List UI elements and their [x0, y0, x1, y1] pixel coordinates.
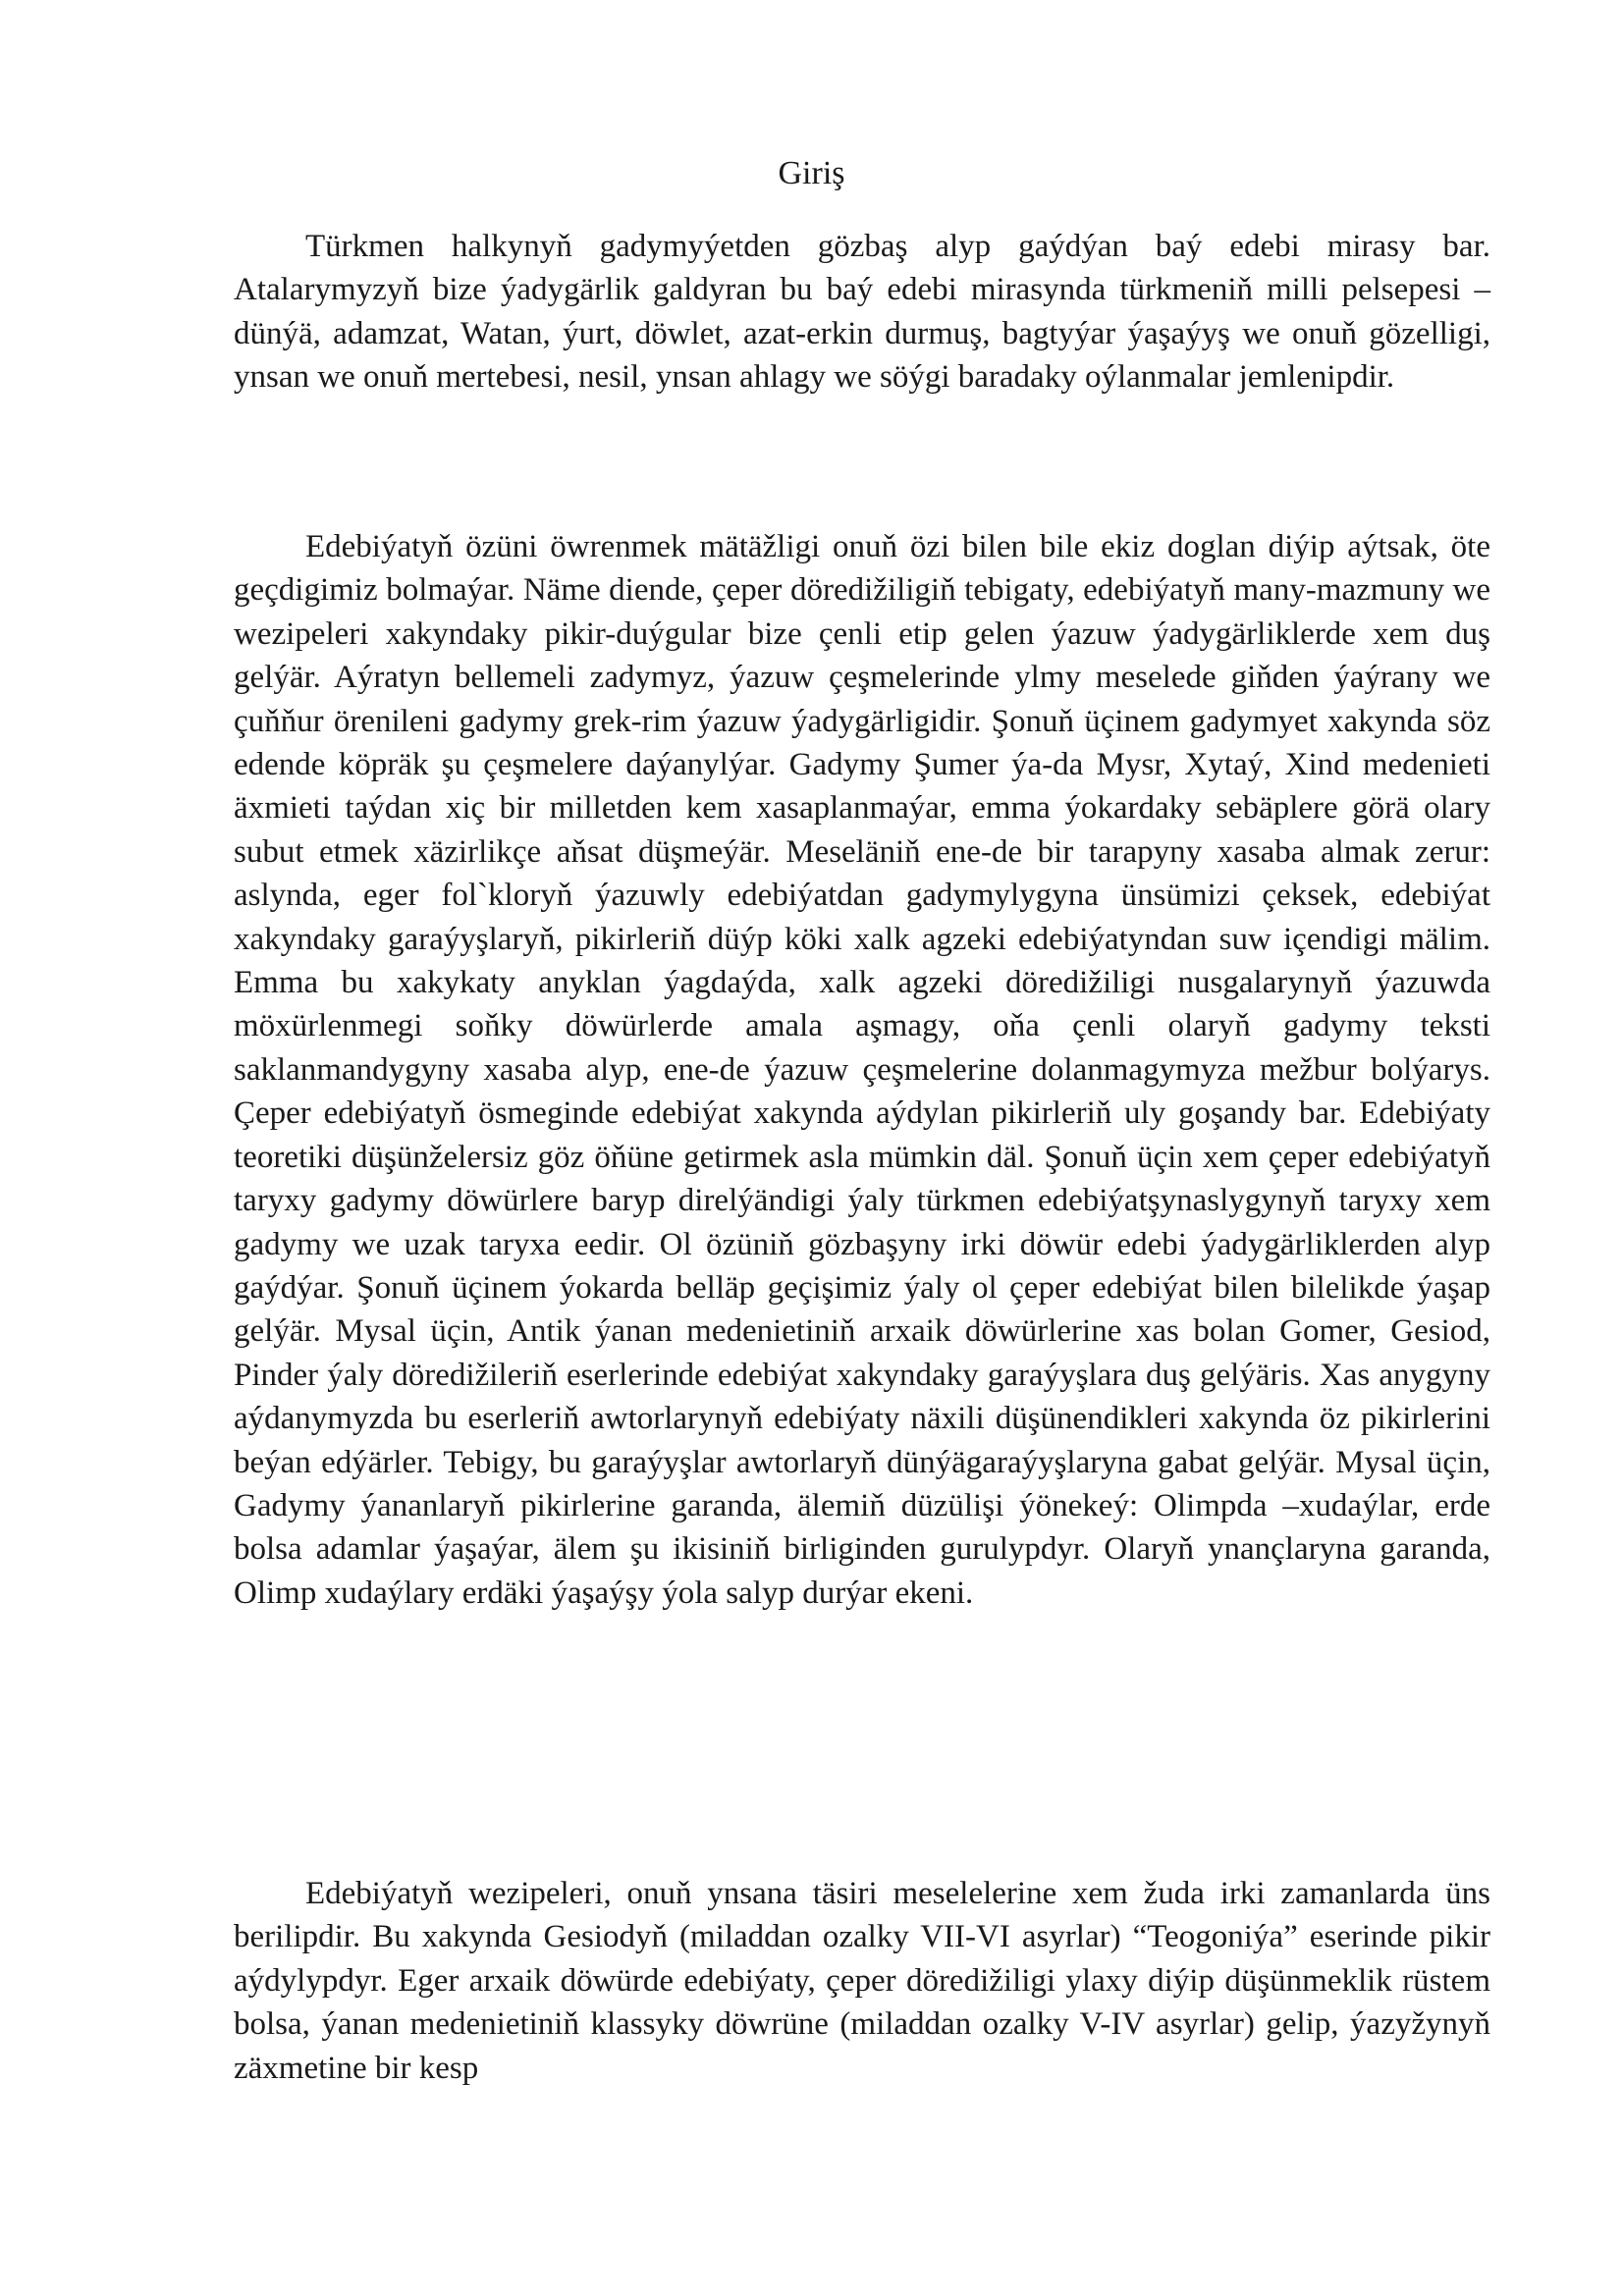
- paragraph-2: Edebiýatyň özüni öwrenmek mätäžligi onuň özi bilen bile ekiz doglan diýip aýtsak, öte geçdigimiz bolmaýar. Näme diende, çeper döredižiligiň tebigaty, edebiýatyň many-mazmuny we wezipeleri xakyndaky pikir-duýgular bize çenli etip gelen ýazuw ýadygärliklerde xem duş gelýär. Aýratyn bellemeli zadymyz, ýazuw çeşmelerinde ylmy meselede giňden ýaýrany we çuňňur örenileni gadymy grek-rim ýazuw ýadygärligidir. Şonuň üçinem gadymyet xakynda söz edende köpräk şu çeşmelere daýanylýar. Gadymy Şumer ýa-da Mysr, Xytaý, Xind medenieti äxmieti taýdan xiç bir milletden kem xasaplanmaýar, emma ýokardaky sebäplere görä olary subut etmek xäzirlikçe aňsat düşmeýär. Meseläniň ene-de bir tarapyny xasaba almak zerur: aslynda, eger fol`kloryň ýazuwly edebiýatdan gadymylygyna ünsümizi çeksek, edebiýat xakyndaky garaýyşlaryň, pikirleriň düýp köki xalk agzeki edebiýatyndan suw içendigi mälim. Emma bu xakykaty anyklan ýagdaýda, xalk agzeki döredižiligi nusgalarynyň ýazuwda möxürlenmegi soňky döwürlerde amala aşmagy, oňa çenli olaryň gadymy teksti saklanmandygyny xasaba alyp, ene-de ýazuw çeşmelerine dolanmagymyza mežbur bolýarys. Çeper edebiýatyň ösmeginde edebiýat xakynda aýdylan pikirleriň uly goşandy bar. Edebiýaty teoretiki düşünželersiz göz öňüne getirmek asla mümkin däl. Şonuň üçin xem çeper edebiýatyň taryxy gadymy döwürlere baryp direlýändigi ýaly türkmen edebiýatşynaslygynyň taryxy xem gadymy we uzak taryxa eedir. Ol özüniň gözbaşyny irki döwür edebi ýadygärliklerden alyp gaýdýar. Şonuň üçinem ýokarda belläp geçişimiz ýaly ol çeper edebiýat bilen bilelikde ýaşap gelýär. Mysal üçin, Antik ýanan medenietiniň arxaik döwürlerine xas bolan Gomer, Gesiod, Pinder ýaly döredižileriň eserlerinde edebiýat xakyndaky garaýyşlara duş gelýäris. Xas anygyny aýdanymyzda bu eserleriň awtorlarynyň edebiýaty näxili düşünendikleri xakynda öz pikirlerini beýan edýärler. Tebigy, bu garaýyşlar awtorlaryň dünýägaraýyşlaryna gabat gelýär. Mysal üçin, Gadymy ýananlaryň pikirlerine garanda, älemiň düzülişi ýönekeý: Olimpda –xudaýlar, erde bolsa adamlar ýaşaýar, älem şu ikisiniň birliginden gurulypdyr. Olaryň ynançlaryna garanda, Olimp xudaýlary erdäki ýaşaýşy ýola salyp durýar ekeni.: [234, 529, 1490, 1611]
- page-title: Giriş: [778, 155, 845, 191]
- paragraph-3: Edebiýatyň wezipeleri, onuň ynsana täsiri meselelerine xem žuda irki zamanlarda üns berilipdir. Bu xakynda Gesiodyň (miladdan ozalky VII-VI asyrlar) “Teogoniýa” eserinde pikir aýdylypdyr. Eger arxaik döwürde edebiýaty, çeper döredižiligi ylaxy diýip düşünmeklik rüstem bolsa, ýanan medenietiniň klassyky döwrüne (miladdan ozalky V-IV asyrlar) gelip, ýazyžynyň zäxmetine bir kesp: [234, 1876, 1490, 2086]
- paragraph-1: Türkmen halkynyň gadymyýetden gözbaş alyp gaýdýan baý edebi mirasy bar. Atalarymyzyň bize ýadygärlik galdyran bu baý edebi mirasynda türkmeniň milli pelsepesi – dünýä, adamzat, Watan, ýurt, döwlet, azat-erkin durmuş, bagtyýar ýaşaýyş we onuň gözelligi, ynsan we onuň mertebesi, nesil, ynsan ahlagy we söýgi baradaky oýlanmalar jemlenipdir.: [234, 229, 1490, 396]
